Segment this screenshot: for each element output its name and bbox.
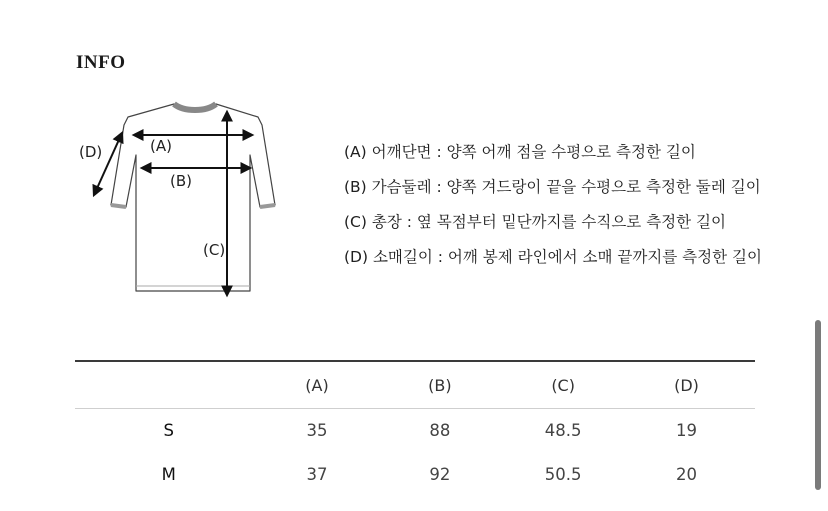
tshirt-icon — [111, 104, 275, 291]
legend-item-a — [344, 139, 762, 174]
table-cell: 20 — [676, 464, 697, 484]
table-cell: 35 — [306, 420, 328, 440]
header-d: (D) — [618, 361, 755, 408]
diagram-label-d: (D) — [79, 143, 103, 161]
table-cell: 37 — [306, 464, 328, 484]
legend-key: (A) — [344, 143, 367, 161]
table-row — [75, 408, 755, 452]
header-a: (A) — [263, 361, 372, 408]
header-c: (C) — [508, 361, 618, 408]
legend-item-d — [344, 244, 762, 279]
legend-item-b — [344, 174, 762, 209]
table-cell: 88 — [429, 420, 451, 440]
header-b: (B) — [371, 361, 508, 408]
table-cell: 48.5 — [544, 420, 582, 440]
header-blank — [75, 361, 263, 408]
measurement-legend — [344, 139, 762, 279]
legend-text: 소매길이 : 어깨 봉제 라인에서 소매 끝까지를 측정한 길이 — [368, 248, 762, 266]
diagram-label-c: (C) — [203, 241, 226, 259]
table-cell: 92 — [429, 464, 451, 484]
legend-key: (B) — [344, 178, 367, 196]
legend-text: 총장 : 옆 목점부터 밑단까지를 수직으로 측정한 길이 — [366, 213, 726, 231]
legend-item-c — [344, 209, 762, 244]
table-row — [75, 452, 755, 496]
legend-text: 어깨단면 : 양쪽 어깨 점을 수평으로 측정한 길이 — [366, 143, 696, 161]
size-label: M — [161, 464, 176, 484]
diagram-label-b: (B) — [170, 172, 192, 190]
legend-key: (C) — [344, 213, 367, 231]
legend-key: (D) — [344, 248, 369, 266]
table-header-row — [75, 361, 755, 408]
table-cell: 19 — [676, 420, 697, 440]
size-label: S — [163, 420, 175, 440]
scrollbar-thumb[interactable] — [815, 320, 821, 490]
size-table — [75, 360, 755, 496]
tshirt-measurement-diagram — [70, 95, 320, 305]
section-title: INFO — [76, 52, 126, 73]
table-cell: 50.5 — [544, 464, 582, 484]
diagram-label-a: (A) — [150, 137, 172, 155]
legend-text: 가슴둘레 : 양쪽 겨드랑이 끝을 수평으로 측정한 둘레 길이 — [366, 178, 761, 196]
